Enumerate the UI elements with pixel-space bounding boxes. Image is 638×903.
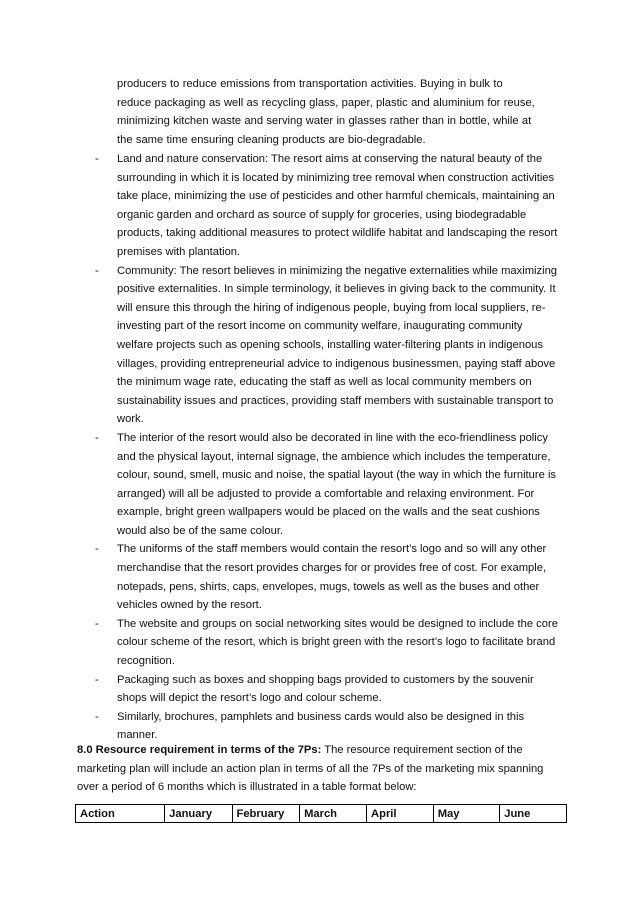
bullet-marker: - bbox=[95, 264, 99, 277]
table-header-february: February bbox=[232, 805, 300, 823]
bullet-item-website bbox=[95, 615, 560, 671]
intro-paragraph bbox=[117, 75, 557, 149]
bullet-marker: - bbox=[95, 543, 99, 556]
table-header-june: June bbox=[500, 805, 567, 823]
section-resource-requirement bbox=[77, 741, 547, 797]
bullet-item-uniforms bbox=[95, 540, 560, 614]
bullet-list bbox=[95, 150, 560, 745]
action-plan-table bbox=[75, 804, 567, 823]
bullet-marker: - bbox=[95, 617, 99, 630]
bullet-item-brochures bbox=[95, 708, 560, 745]
bullet-item-land-conservation bbox=[95, 150, 560, 262]
intro-line: the same time ensuring cleaning products are bio-degradable. bbox=[117, 133, 426, 146]
table-header-may: May bbox=[433, 805, 500, 823]
section-body: The resource requirement section of the marketing plan will include an action plan in terms of all the 7Ps of the marketing mix spanning over a period of 6 months which is illustrated in a table format below: bbox=[77, 744, 544, 794]
bullet-text: Packaging such as boxes and shopping bags provided to customers by the souvenir shops will depict the resort’s logo and colour scheme. bbox=[117, 673, 534, 705]
table-header-action: Action bbox=[76, 805, 165, 823]
bullet-marker: - bbox=[95, 153, 99, 165]
table-header-january: January bbox=[165, 805, 232, 823]
bullet-text: The interior of the resort would also be decorated in line with the eco-friendliness policy and the physical layout, internal signage, the ambience which includes the temperature, colour, sound, smell, music and noise, the spatial layout (the way in which the furniture is arranged) will all be adjusted to provide a comfortable and relaxing environment. For example, bright green wallpapers would be placed on the walls and the seat cushions would also be of the same colour. bbox=[117, 431, 557, 537]
bullet-text: Community: The resort believes in minimizing the negative externalities while maximizing positive externalities. In simple terminology, it believes in giving back to the community. It will ensure this through the hiring of indigenous people, buying from local suppliers, re-investing part of the resort income on community welfare, inaugurating community welfare projects such as opening schools, installing water-filtering plants in indigenous villages, providing entrepreneurial advice to indigenous businessmen, paying staff above the minimum wage rate, educating the staff as well as local community members on sustainability issues and practices, providing staff members with sustainable transport to work. bbox=[117, 264, 558, 426]
section-heading: 8.0 Resource requirement in terms of the 7Ps: bbox=[77, 744, 322, 756]
bullet-item-interior bbox=[95, 429, 560, 541]
bullet-marker: - bbox=[95, 431, 99, 444]
table-header-row bbox=[76, 805, 567, 823]
intro-line: reduce packaging as well as recycling glass, paper, plastic and aluminium for reuse, bbox=[117, 96, 535, 109]
bullet-text: Similarly, brochures, pamphlets and business cards would also be designed in this manner. bbox=[117, 710, 525, 742]
bullet-item-community bbox=[95, 262, 560, 429]
bullet-marker: - bbox=[95, 710, 99, 723]
table-header-march: March bbox=[300, 805, 367, 823]
bullet-text: The website and groups on social networking sites would be designed to include the core colour scheme of the resort, which is bright green with the resort’s logo to facilitate brand recognition. bbox=[117, 617, 558, 668]
intro-line: producers to reduce emissions from transportation activities. Buying in bulk to bbox=[117, 78, 503, 90]
table-header-april: April bbox=[367, 805, 434, 823]
intro-line: minimizing kitchen waste and serving water in glasses rather than in bottle, while at bbox=[117, 115, 532, 128]
bullet-marker: - bbox=[95, 673, 99, 686]
bullet-text: Land and nature conservation: The resort aims at conserving the natural beauty of the surrounding in which it is located by minimizing tree removal when construction activities take place, minimizing the use of pesticides and other harmful chemicals, maintaining an organic garden and orchard as source of supply for groceries, using biodegradable products, taking additional measures to protect wildlife habitat and landscaping the resort premises with plantation. bbox=[117, 153, 558, 258]
bullet-item-packaging bbox=[95, 671, 560, 708]
bullet-text: The uniforms of the staff members would contain the resort’s logo and so will any other merchandise that the resort provides charges for or provides free of cost. For example, notepads, pens, shirts, caps, envelopes, mugs, towels as well as the buses and other vehicles owned by the resort. bbox=[117, 543, 547, 612]
